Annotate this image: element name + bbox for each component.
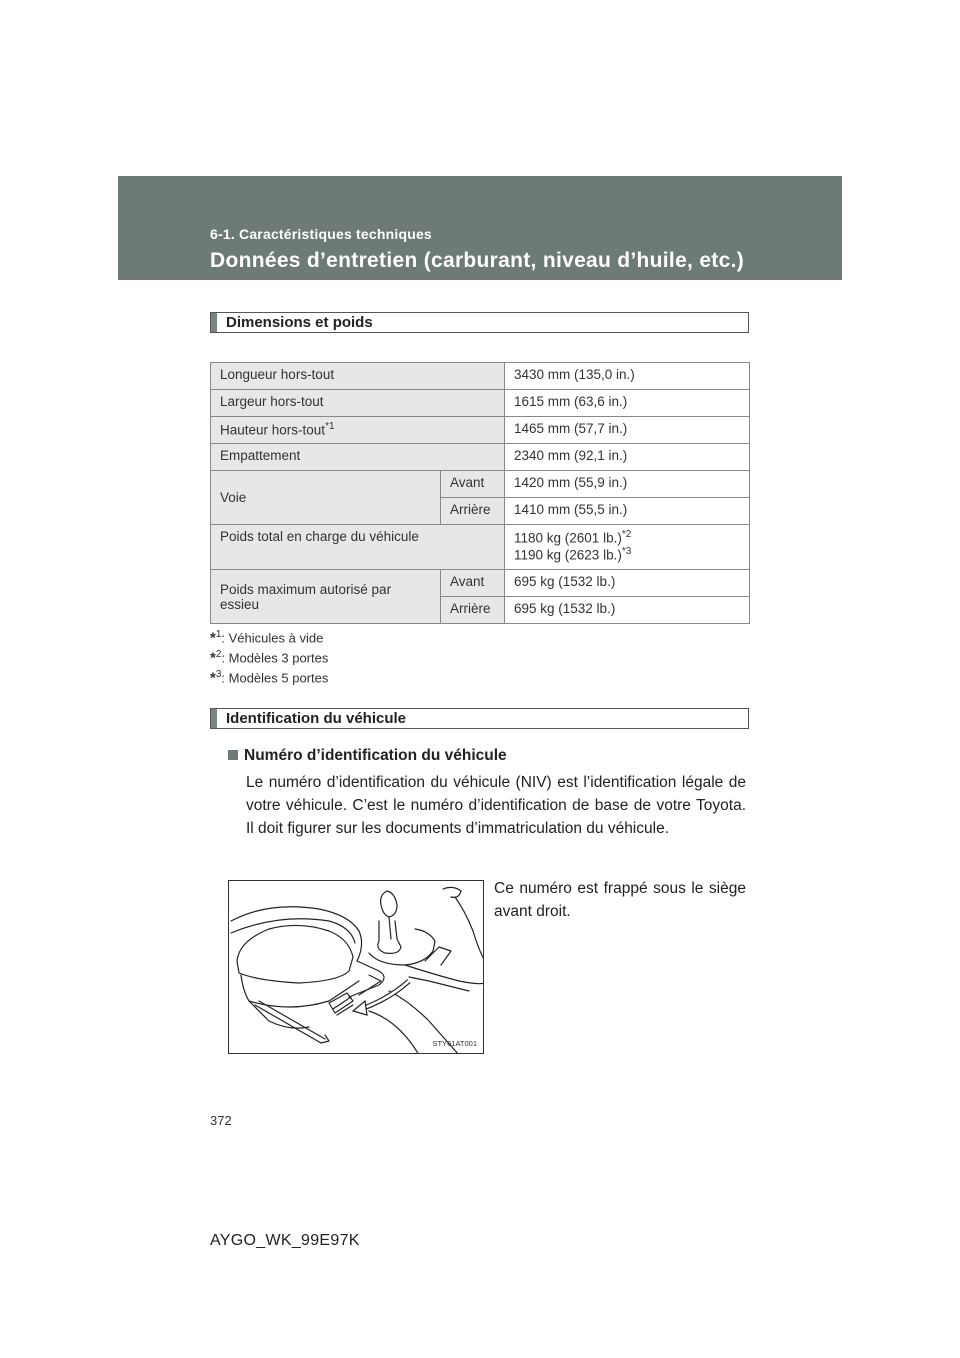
seat-illustration — [229, 881, 484, 1054]
document-code: AYGO_WK_99E97K — [210, 1232, 360, 1249]
row-label — [211, 417, 505, 444]
heading-accent-bar — [211, 313, 217, 332]
footnote-text: : Modèles 5 portes — [221, 670, 329, 686]
footnote-mark: *2 — [621, 529, 632, 540]
footnote-star: * — [210, 669, 216, 687]
footnote-number: 1 — [215, 629, 222, 640]
table-row — [211, 525, 750, 570]
dimensions-table — [210, 362, 750, 624]
vin-paragraph: Le numéro d’identification du véhicule (NIV) est l’identification légale de votre véhicule. C’est le numéro d’identification de base de votre Toyota. Il doit figurer sur les documents d’immatriculation du véhicule. — [246, 774, 746, 837]
table-row — [211, 471, 750, 498]
identification-heading — [210, 708, 749, 729]
identification-heading-text: Identification du véhicule — [226, 710, 407, 727]
footnote-star: * — [210, 649, 216, 667]
vin-location-text: Ce numéro est frappé sous le siège avant droit. — [494, 880, 746, 920]
vin-location-illustration — [228, 880, 484, 1054]
row-value: 1615 mm (63,6 in.) — [505, 390, 750, 417]
footnote — [210, 629, 328, 649]
row-value-line: 1180 kg (2601 lb.) — [514, 530, 622, 546]
heading-accent-bar — [211, 709, 217, 728]
row-sublabel: Avant — [441, 471, 505, 498]
footnote-mark: *1 — [325, 421, 335, 432]
row-label: Voie — [211, 471, 441, 525]
table-row — [211, 444, 750, 471]
footnote-text: : Véhicules à vide — [221, 630, 324, 646]
footnote-text: : Modèles 3 portes — [221, 650, 329, 666]
footnote-list — [210, 629, 328, 689]
row-label: Poids maximum autorisé par essieu — [211, 570, 441, 624]
footnote — [210, 649, 328, 669]
row-sublabel: Avant — [441, 570, 505, 597]
footnote-star: * — [210, 629, 216, 647]
vin-subheading — [228, 747, 507, 765]
footnote — [210, 669, 328, 689]
row-value: 3430 mm (135,0 in.) — [505, 363, 750, 390]
row-value: 1410 mm (55,5 in.) — [505, 498, 750, 525]
row-sublabel: Arrière — [441, 597, 505, 624]
footnote-number: 2 — [215, 649, 222, 660]
vin-subheading-text: Numéro d’identification du véhicule — [244, 747, 507, 764]
row-label-text: Hauteur hors-tout — [220, 422, 326, 438]
page-title: Données d’entretien (carburant, niveau d’huile, etc.) — [210, 249, 744, 272]
table-row — [211, 417, 750, 444]
row-label: Longueur hors-tout — [211, 363, 505, 390]
footnote-mark: *3 — [621, 545, 632, 557]
section-label: 6-1. Caractéristiques techniques — [210, 226, 432, 242]
row-value: 1465 mm (57,7 in.) — [505, 417, 750, 444]
row-value-line: 1190 kg (2623 lb.) — [514, 547, 622, 562]
row-value: 1420 mm (55,9 in.) — [505, 471, 750, 498]
row-value: 2340 mm (92,1 in.) — [505, 444, 750, 471]
row-label: Largeur hors-tout — [211, 390, 505, 417]
page-number: 372 — [210, 1113, 232, 1128]
table-row — [211, 570, 750, 597]
figure-code: STY61AT001 — [432, 1039, 477, 1048]
dimensions-heading — [210, 312, 749, 333]
dimensions-heading-text: Dimensions et poids — [226, 314, 373, 331]
row-value: 695 kg (1532 lb.) — [505, 570, 750, 597]
footnote-number: 3 — [215, 669, 222, 680]
row-value — [505, 525, 750, 570]
row-label: Empattement — [211, 444, 505, 471]
row-sublabel: Arrière — [441, 498, 505, 525]
table-row — [211, 363, 750, 390]
table-row — [211, 390, 750, 417]
square-bullet-icon — [228, 750, 238, 760]
row-value: 695 kg (1532 lb.) — [505, 597, 750, 624]
row-label: Poids total en charge du véhicule — [211, 525, 505, 570]
